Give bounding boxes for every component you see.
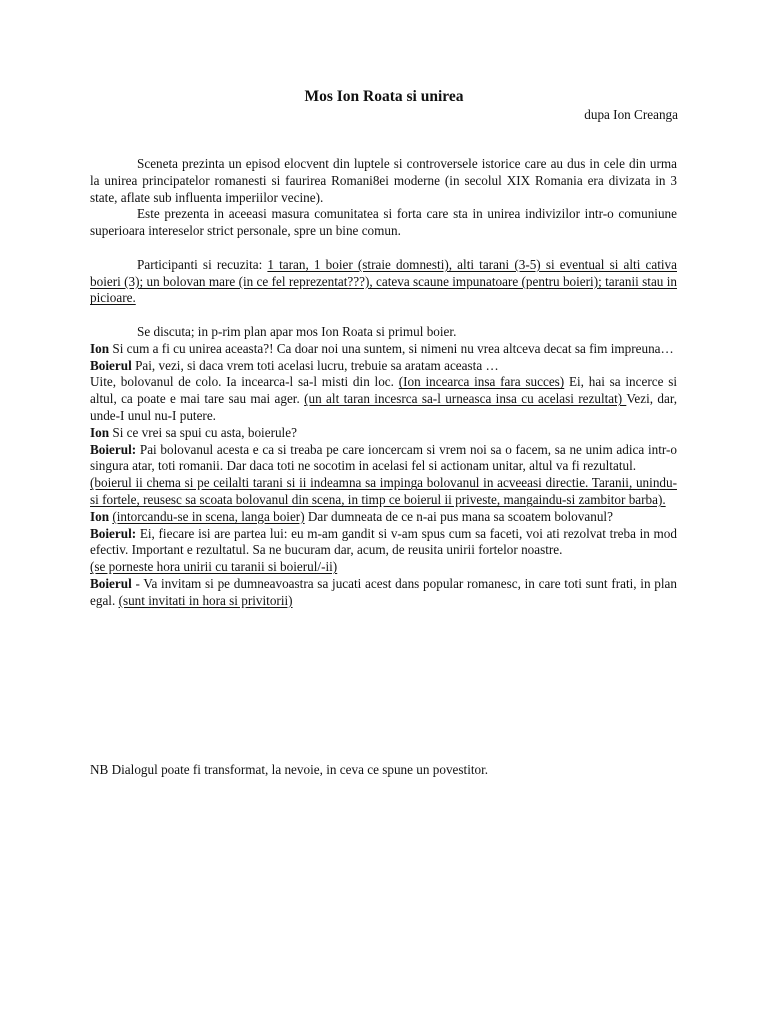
discussion-intro: Se discuta; in p-rim plan apar mos Ion Roata si primul boier. [137, 323, 457, 339]
speaker-name: Boierul [90, 575, 132, 591]
document-body [90, 156, 677, 610]
dialogue-line [90, 425, 677, 442]
stage-direction: (sunt invitati in hora si privitorii) [118, 592, 293, 608]
spacer [90, 240, 677, 257]
speaker-name: Boierul: [90, 525, 137, 541]
dialogue-line [90, 341, 677, 358]
dialogue-text: Pai bolovanul acesta e ca si treaba pe care ioncercam si vrem noi sa o facem, sa ne unim adica intr-o singura atar, toti romanii. Dar daca toti ne socotim in acelasi fel si actionam unitar, altul va fi rezultatul. [90, 441, 677, 474]
dialogue-text: Ei, fiecare isi are partea lui: eu m-am gandit si v-am spus cum sa faceti, voi ati rezolvat treba in mod efectiv. Important e rezultatul. Sa ne bucuram dar, acum, de reusita unirii fortelor noastre. [90, 525, 677, 558]
dialogue-text: Ei, hai sa incerce si altul, ca poate e mai tare sau mai ager. [90, 374, 677, 407]
speaker-name: Boierul: [90, 441, 137, 457]
stage-direction-paragraph [90, 559, 677, 576]
speaker-name: Ion [90, 424, 110, 440]
dialogue-text: Vezi, dar, unde-I unul nu-I putere. [90, 391, 677, 423]
participants-list: 1 taran, 1 boier (straie domnesti), alti tarani (3-5) si eventual si alti cativa boieri (3); un bolovan mare (in ce fel reprezentat???), cateva scaune impunatoare (pentru boieri); taranii stau in picioare. [90, 256, 677, 306]
dialogue-line [90, 576, 677, 610]
dialogue-text: Si cum a fi cu unirea aceasta?! Ca doar noi una suntem, si nimeni nu vrea altceva decat sa fim impreuna… [109, 340, 674, 356]
dialogue-text: Pai, vezi, si daca vrem toti acelasi lucru, trebuie sa aratam aceasta … [131, 357, 499, 373]
participants-label: Participanti si recuzita: [137, 256, 268, 272]
dialogue-text: Si ce vrei sa spui cu asta, boierule? [109, 424, 297, 440]
dialogue-line [90, 509, 677, 526]
dialogue-line [90, 374, 677, 424]
stage-direction-paragraph [90, 475, 677, 509]
nb-note: NB Dialogul poate fi transformat, la nevoie, in ceva ce spune un povestitor. [90, 762, 489, 777]
stage-direction: (Ion incearca insa fara succes) [398, 374, 565, 390]
stage-direction: (intorcandu-se in scena, langa boier) [112, 508, 305, 524]
stage-direction: (un alt taran incesrca sa-l urneasca insa cu acelasi rezultat) [304, 391, 627, 407]
intro-paragraph-1: Sceneta prezinta un episod elocvent din luptele si controversele istorice care au dus in cele din urma la unirea principatelor romanesti si faurirea Romani8ei moderne (in secolul XIX Romania era divizata in 3 state, aflate sub influenta imperiilor vecine). [90, 156, 677, 205]
spacer [90, 307, 677, 324]
dialogue-text: Dar dumneata de ce n-ai pus mana sa scoatem bolovanul? [304, 508, 613, 524]
speaker-name: Ion [90, 340, 110, 356]
document-title: Mos Ion Roata si unirea [304, 88, 464, 105]
dialogue-line [90, 358, 677, 375]
document-subtitle: dupa Ion Creanga [584, 107, 678, 122]
speaker-name: Ion [90, 508, 110, 524]
dialogue-line [90, 526, 677, 560]
stage-direction: (se porneste hora unirii cu taranii si boierul/-ii) [90, 559, 338, 575]
participants-paragraph [90, 257, 677, 307]
dialogue-text: Uite, bolovanul de colo. Ia incearca-l sa-l misti din loc. [90, 374, 399, 390]
intro-paragraph-2: Este prezenta in aceeasi masura comunitatea si forta care sta in unirea indivizilor intr-o comuniune superioara intereselor strict personale, spre un bine comun. [90, 206, 677, 239]
dialogue-text: - Va invitam si pe dumneavoastra sa jucati acest dans popular romanesc, in care toti sunt frati, in plan egal. [90, 575, 677, 608]
dialogue-line [90, 442, 677, 476]
stage-direction: (boierul ii chema si pe ceilalti tarani si ii indeamna sa impinga bolovanul in acveeasi directie. Taranii, unindu-si fortele, reusesc sa scoata bolovanul din scena, in timp ce boierul ii priveste, mangaindu-si zambitor barba). [90, 475, 677, 507]
speaker-name: Boierul [90, 357, 132, 373]
